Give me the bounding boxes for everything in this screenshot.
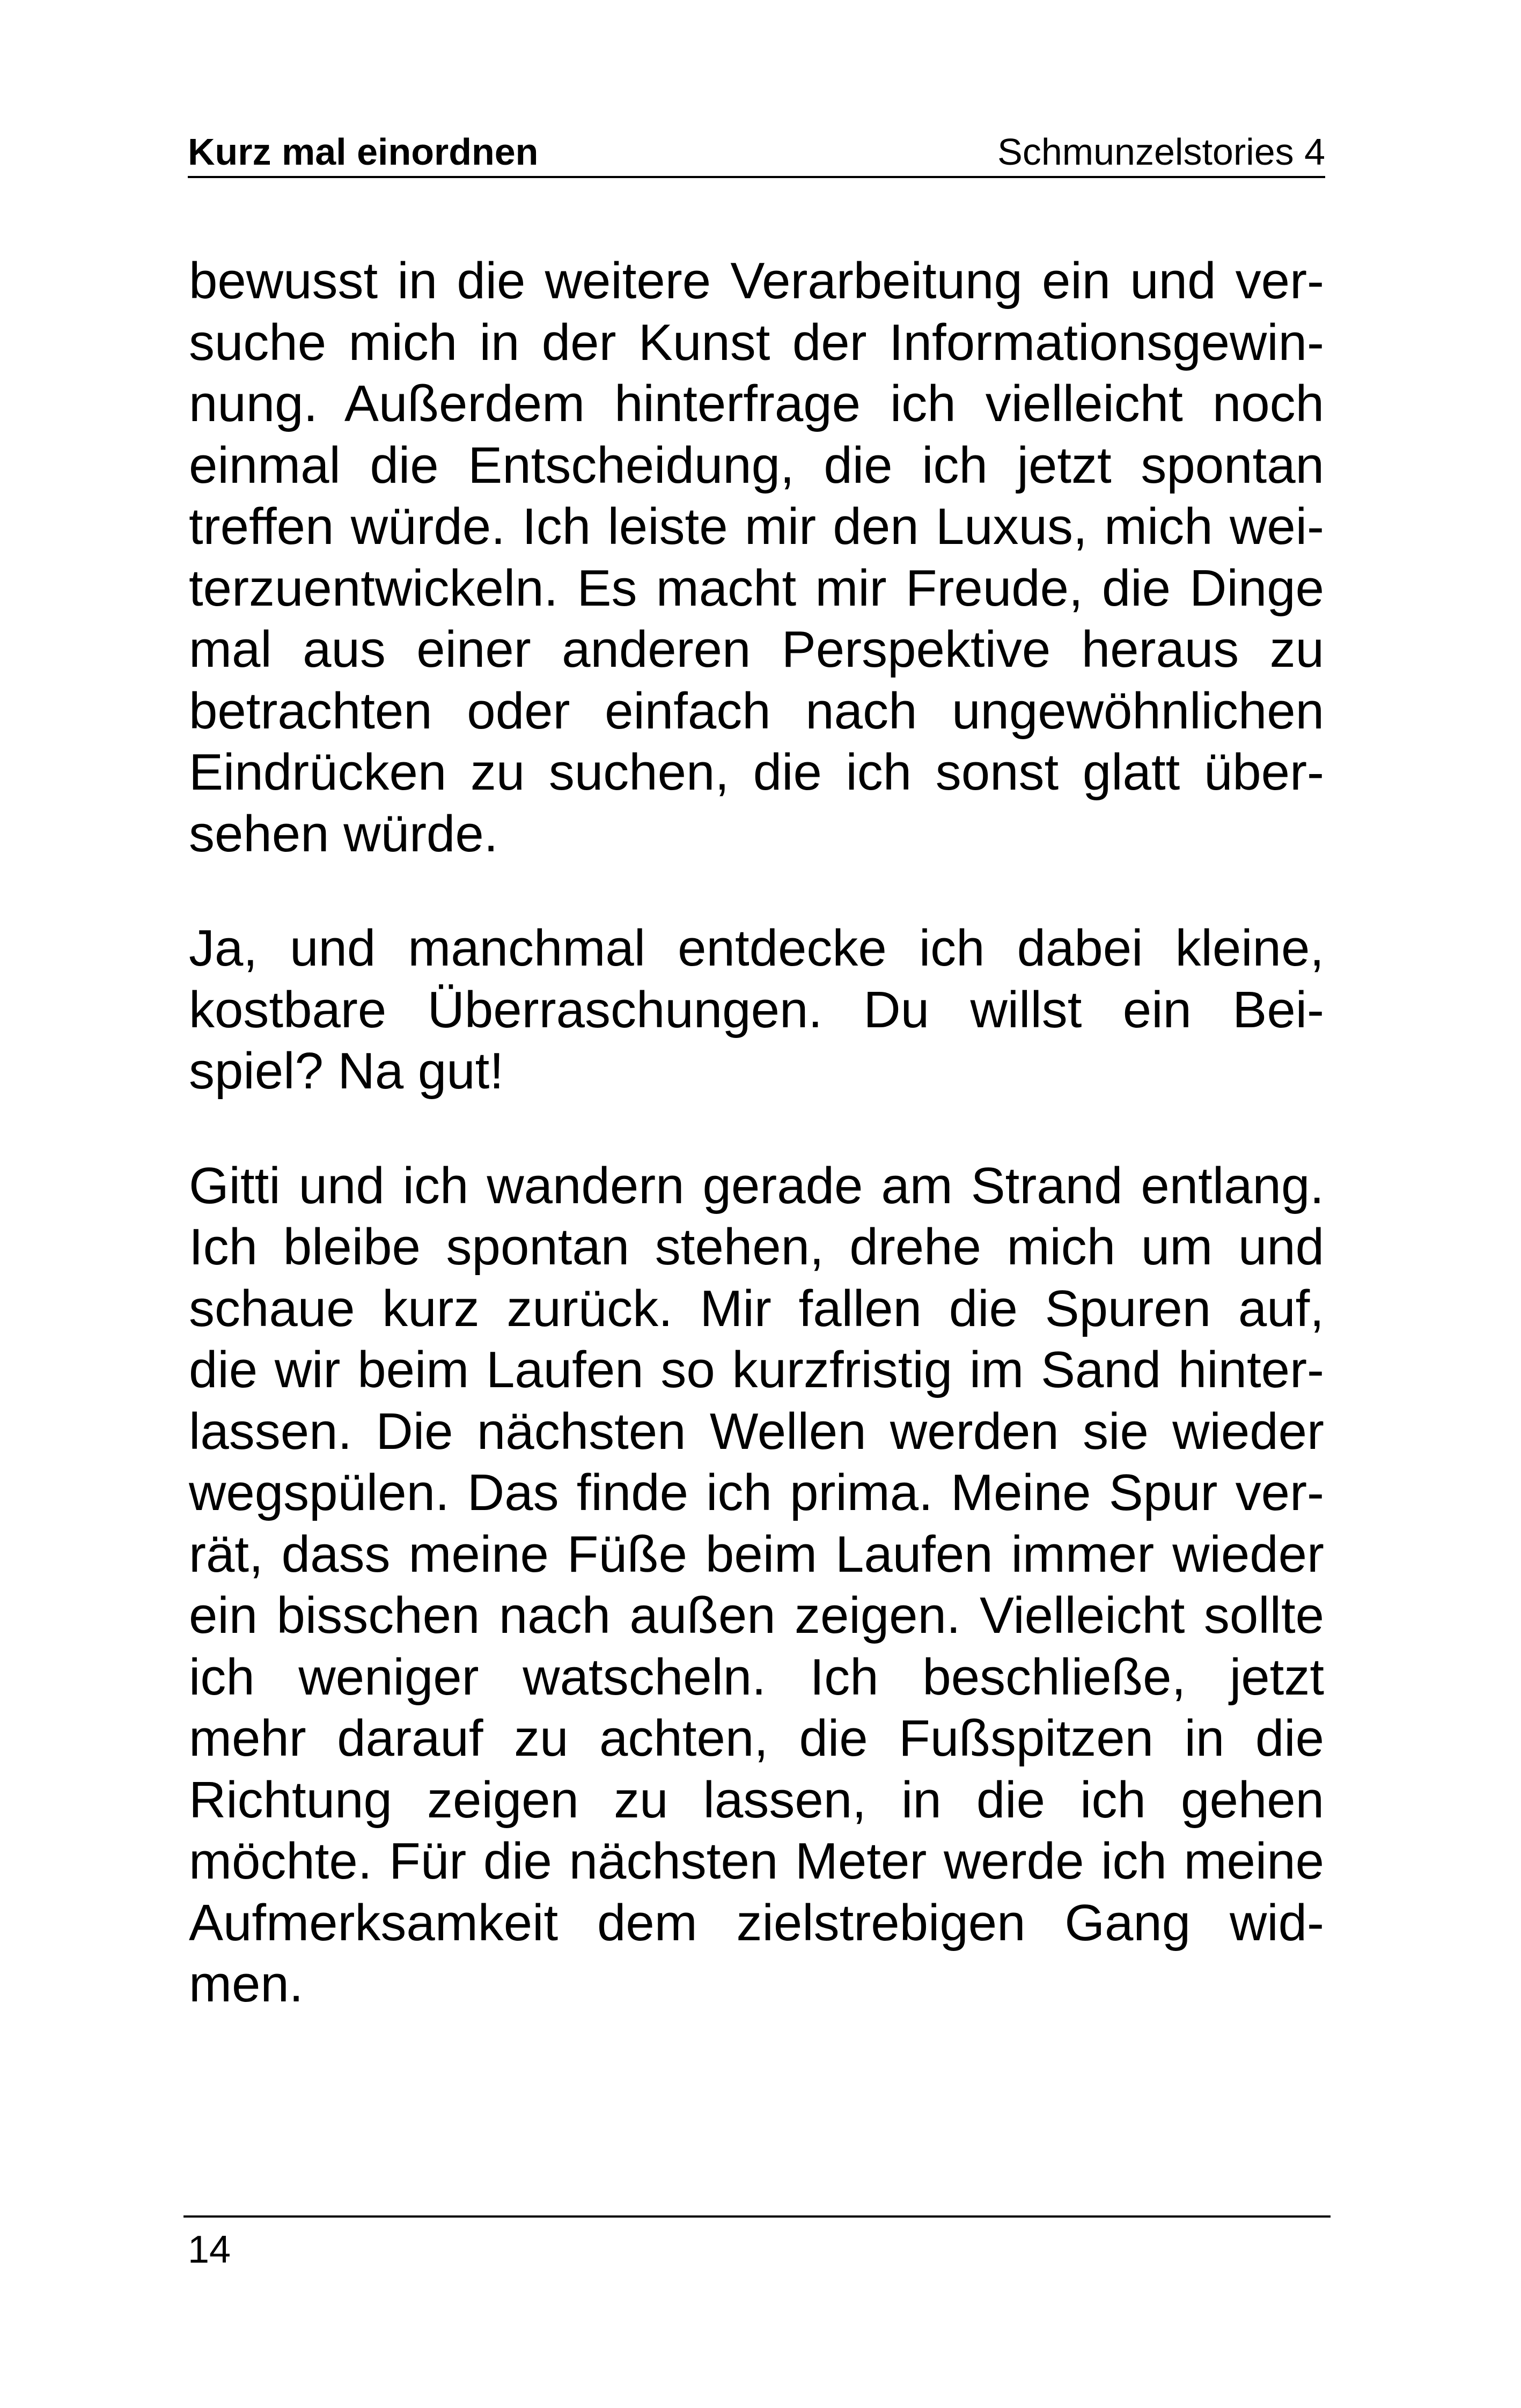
text-line: sehen würde. <box>189 805 498 863</box>
text-line: spiel? Na gut! <box>189 1042 504 1100</box>
paragraph-3 <box>189 1155 1324 2015</box>
text-line: kostbare Überraschungen. Du willst ein Bei- <box>189 981 1324 1039</box>
text-line: die wir beim Laufen so kurzfristig im Sand hinter- <box>189 1341 1324 1398</box>
text-line: treffen würde. Ich leiste mir den Luxus, mich wei- <box>189 498 1324 555</box>
chapter-title: Kurz mal einordnen <box>188 131 539 173</box>
paragraph-1 <box>189 251 1324 865</box>
text-line: ein bisschen nach außen zeigen. Vielleicht sollte <box>189 1587 1324 1644</box>
text-line: bewusst in die weitere Verarbeitung ein und ver- <box>189 252 1324 310</box>
text-line: einmal die Entscheidung, die ich jetzt spontan <box>189 436 1324 494</box>
text-line: betrachten oder einfach nach ungewöhnlichen <box>189 682 1324 740</box>
paragraph-2 <box>189 918 1324 1102</box>
text-line: möchte. Für die nächsten Meter werde ich meine <box>189 1832 1324 1890</box>
text-line: suche mich in der Kunst der Informationsgewin- <box>189 313 1324 371</box>
text-line: terzuentwickeln. Es macht mir Freude, die Dinge <box>189 559 1324 617</box>
text-line: lassen. Die nächsten Wellen werden sie wieder <box>189 1402 1324 1460</box>
text-line: Ich bleibe spontan stehen, drehe mich um und <box>189 1218 1324 1276</box>
running-header <box>188 127 1325 178</box>
text-line: Aufmerksamkeit dem zielstrebigen Gang wid- <box>189 1894 1324 1952</box>
text-line: nung. Außerdem hinterfrage ich vielleicht noch <box>189 375 1324 432</box>
text-line: wegspülen. Das finde ich prima. Meine Spur ver- <box>189 1464 1324 1521</box>
text-line: mehr darauf zu achten, die Fußspitzen in die <box>189 1710 1324 1767</box>
text-line: Ja, und manchmal entdecke ich dabei kleine, <box>189 919 1324 977</box>
header-rule <box>188 176 1325 178</box>
text-line: Eindrücken zu suchen, die ich sonst glatt über- <box>189 743 1324 801</box>
body-text <box>189 251 1324 2015</box>
text-line: Gitti und ich wandern gerade am Strand entlang. <box>189 1157 1324 1214</box>
paragraph-gap <box>189 1102 1324 1155</box>
page-number: 14 <box>188 2228 231 2271</box>
paragraph-gap <box>189 865 1324 918</box>
text-line: ich weniger watscheln. Ich beschließe, jetzt <box>189 1648 1324 1706</box>
footer-rule <box>183 2215 1331 2218</box>
text-line: mal aus einer anderen Perspektive heraus zu <box>189 621 1324 678</box>
text-line: rät, dass meine Füße beim Laufen immer wieder <box>189 1525 1324 1583</box>
text-line: Richtung zeigen zu lassen, in die ich gehen <box>189 1771 1324 1829</box>
text-line: men. <box>189 1955 304 2013</box>
text-line: schaue kurz zurück. Mir fallen die Spuren auf, <box>189 1279 1324 1337</box>
book-title: Schmunzelstories 4 <box>997 131 1325 173</box>
